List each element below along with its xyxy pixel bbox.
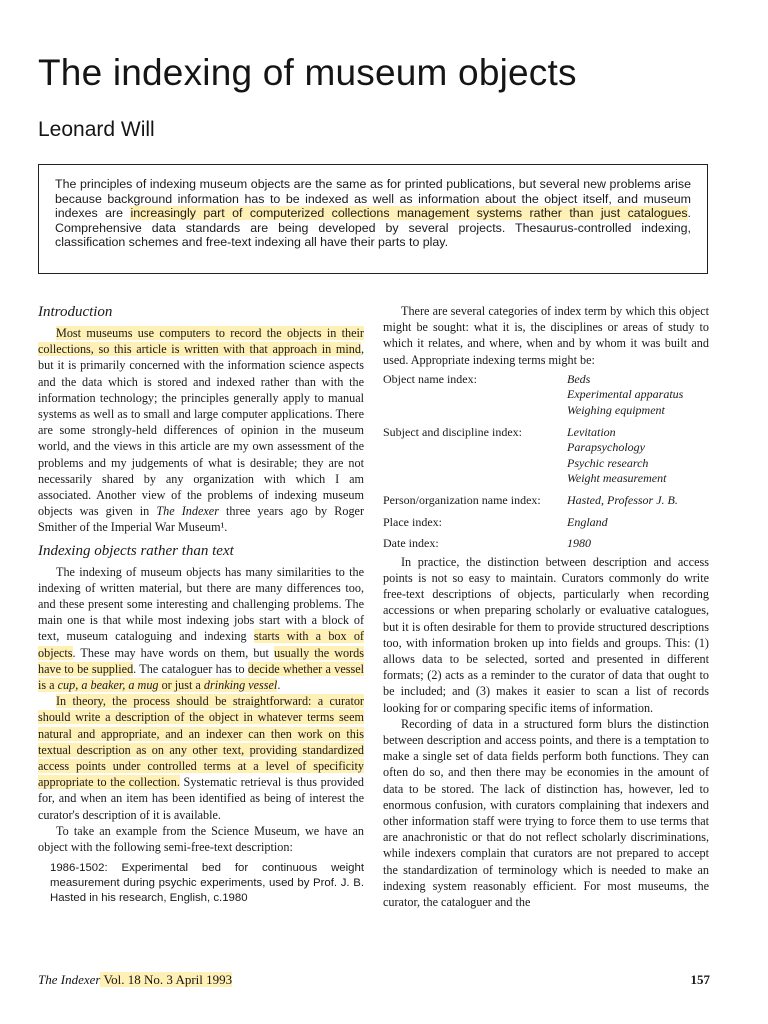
- index-category-label: Place index:: [383, 514, 442, 529]
- index-category-label: Subject and discipline index:: [383, 424, 522, 439]
- p2-text-b: . These may have words on them, but: [72, 645, 274, 660]
- index-category-label: Person/organization name index:: [383, 492, 541, 507]
- paragraph-recording: Recording of data in a structured form blurs the distinction between description and access points, and there is a temptation to make a single set of data fields perform both functions. They can often do so, and then there may be economies in the amount of data to be stored. The lack of distinction has, however, led to enormous confusion, with curators complaining that indexers and other information staff were trying to force them to use terms that are anachronistic or that do not reflect scholarly discriminations, while indexers complain that curators are not prepared to accept the standardization of terminology which is needed to make an indexing system reasonably efficient. For most museums, the curator, the cataloguer and the: [383, 716, 709, 910]
- index-term-row: [383, 387, 709, 403]
- index-term-row: [383, 487, 709, 509]
- footer-citation: [38, 972, 232, 988]
- index-term-row: [383, 372, 709, 388]
- author-name: Leonard Will: [38, 118, 155, 141]
- paragraph-example-intro: To take an example from the Science Museum, we have an object with the following semi-free-text description:: [38, 823, 364, 855]
- index-term-value: Parapsychology: [567, 440, 645, 455]
- paragraph-in-practice: In practice, the distinction between description and access points is not so easy to maintain. Curators commonly do write free-text descriptions of objects, particularly when recording accessions or when preparing scholarly or evaluative catalogues, but it is often desirable for them to provide structured descriptions too, with information broken up into fields and groups. This: (1) allows data to be selected, sorted and presented in different formats; (2) acts as a reminder to the curator of data that ought to be included; and (3) makes it easier to scan a list of records looking for or comparing specific items of information.: [383, 554, 709, 715]
- example-description: 1986-1502: Experimental bed for continuous weight measurement during psychic experiments, used by Prof. J. B. Hasted in his research, English, c.1980: [50, 862, 364, 904]
- heading-indexing-objects: Indexing objects rather than text: [38, 542, 234, 559]
- p2-hl3-text: decide whether a vessel is a: [38, 661, 365, 693]
- abstract-text-1: The principles of indexing museum objects are the same as for printed publications, but several new problems arise because background information has to be indexed as well as information about the object itself, and museum indexes are: [55, 177, 691, 221]
- index-term-value: Levitation: [567, 424, 616, 439]
- index-term-value: Experimental apparatus: [567, 387, 684, 402]
- p2-text-c: . The cataloguer has to: [133, 661, 248, 676]
- index-category-label: Date index:: [383, 536, 439, 551]
- index-terms-table: [383, 372, 709, 552]
- p2-hl3-or: or just a: [158, 678, 204, 693]
- paragraph-categories: There are several categories of index term by which this object might be sought: what it is, the disciplines or areas of study to which it relates, and where, when and by whom it was built and used. Appropriate indexing terms might be:: [383, 304, 709, 367]
- intro-journal-name: The Indexer: [156, 504, 219, 519]
- index-category-label: [383, 387, 561, 403]
- index-term-value: England: [567, 514, 608, 529]
- index-term-row: [383, 509, 709, 531]
- index-term-value: Weighing equipment: [567, 403, 665, 417]
- index-category-label: [383, 403, 561, 419]
- paragraph-in-theory: [38, 693, 364, 823]
- index-term-row: [383, 456, 709, 472]
- intro-paragraph: [38, 325, 364, 536]
- index-term-row: [383, 440, 709, 456]
- abstract-text-2: . Comprehensive data standards are being developed by several projects. Thesaurus-controlled indexing, classification schemes and free-text indexing all have their parts to play.: [55, 206, 691, 250]
- p2-highlight-2: usually the words have to be supplied: [38, 645, 364, 676]
- index-category-label: [383, 471, 561, 487]
- page-number: 157: [690, 972, 710, 987]
- index-term-row: [383, 403, 709, 419]
- index-term-value: 1980: [567, 536, 591, 551]
- p2-end: .: [277, 678, 281, 693]
- p3-highlight: In theory, the process should be straightforward: a curator should write a description of the object in whatever terms seem natural and appropriate, and an indexer can then work on this textual description as on any other text, providing standardized access points under controlled terms at a level of specificity appropriate to the collection.: [38, 694, 364, 790]
- index-term-value: Weight measurement: [567, 471, 667, 486]
- intro-end: three years ago by Roger Smither of the Imperial War Museum¹.: [38, 504, 364, 535]
- abstract-box: [38, 164, 708, 274]
- index-term-row: [383, 419, 709, 441]
- p2-hl3-italic: cup, a beaker, a mug: [57, 678, 159, 693]
- index-term-row: [383, 530, 709, 552]
- abstract-highlight: increasingly part of computerized collections management systems rather than just catalogues: [130, 206, 688, 221]
- paragraph-similarities: [38, 564, 364, 694]
- intro-highlight: Most museums use computers to record the objects in their collections, so this article is written with that approach in mind: [38, 326, 364, 357]
- p2-text-a: The indexing of museum objects has many similarities to the indexing of written material, but there are many differences too, and these present some interesting and challenging problems. The main one is that while most indexing jobs start with a block of text, museum cataloguing and indexing: [38, 564, 364, 644]
- index-term-value: Psychic research: [567, 455, 649, 470]
- index-category-label: [383, 440, 561, 456]
- index-category-label: Object name index:: [383, 371, 477, 386]
- index-term-row: [383, 471, 709, 487]
- intro-text: , but it is primarily concerned with the information science aspects and the data which is stored and indexed rather than with the information technology; the principles generally apply to manual systems as well as to small and large computer applications. There are some strongly-held differences of opinion in the museum world, and the views in this article are my own assessment of the problems and my judgements of what is desirable; they are not necessarily shared by any organization with which I am associated. Another view of the problems of indexing museum objects was given in: [38, 342, 364, 519]
- article-title: The indexing of museum objects: [38, 52, 577, 93]
- index-category-label: [383, 456, 561, 472]
- p2-highlight-1: starts with a box of objects: [38, 629, 364, 660]
- heading-introduction: Introduction: [38, 304, 113, 320]
- index-term-value: Hasted, Professor J. B.: [567, 492, 678, 507]
- footer-journal: The Indexer: [38, 972, 101, 987]
- index-terms-body: [383, 372, 709, 552]
- p3-text: Systematic retrieval is thus provided for, and when an item has been identified as being of interest the curator's description of it is available.: [38, 775, 364, 822]
- p2-hl3-italic-2: drinking vessel: [203, 678, 278, 693]
- index-term-value: Beds: [567, 371, 591, 386]
- right-column: [383, 303, 709, 910]
- left-column: [38, 303, 364, 906]
- footer-volume: Vol. 18 No. 3 April 1993: [100, 972, 233, 987]
